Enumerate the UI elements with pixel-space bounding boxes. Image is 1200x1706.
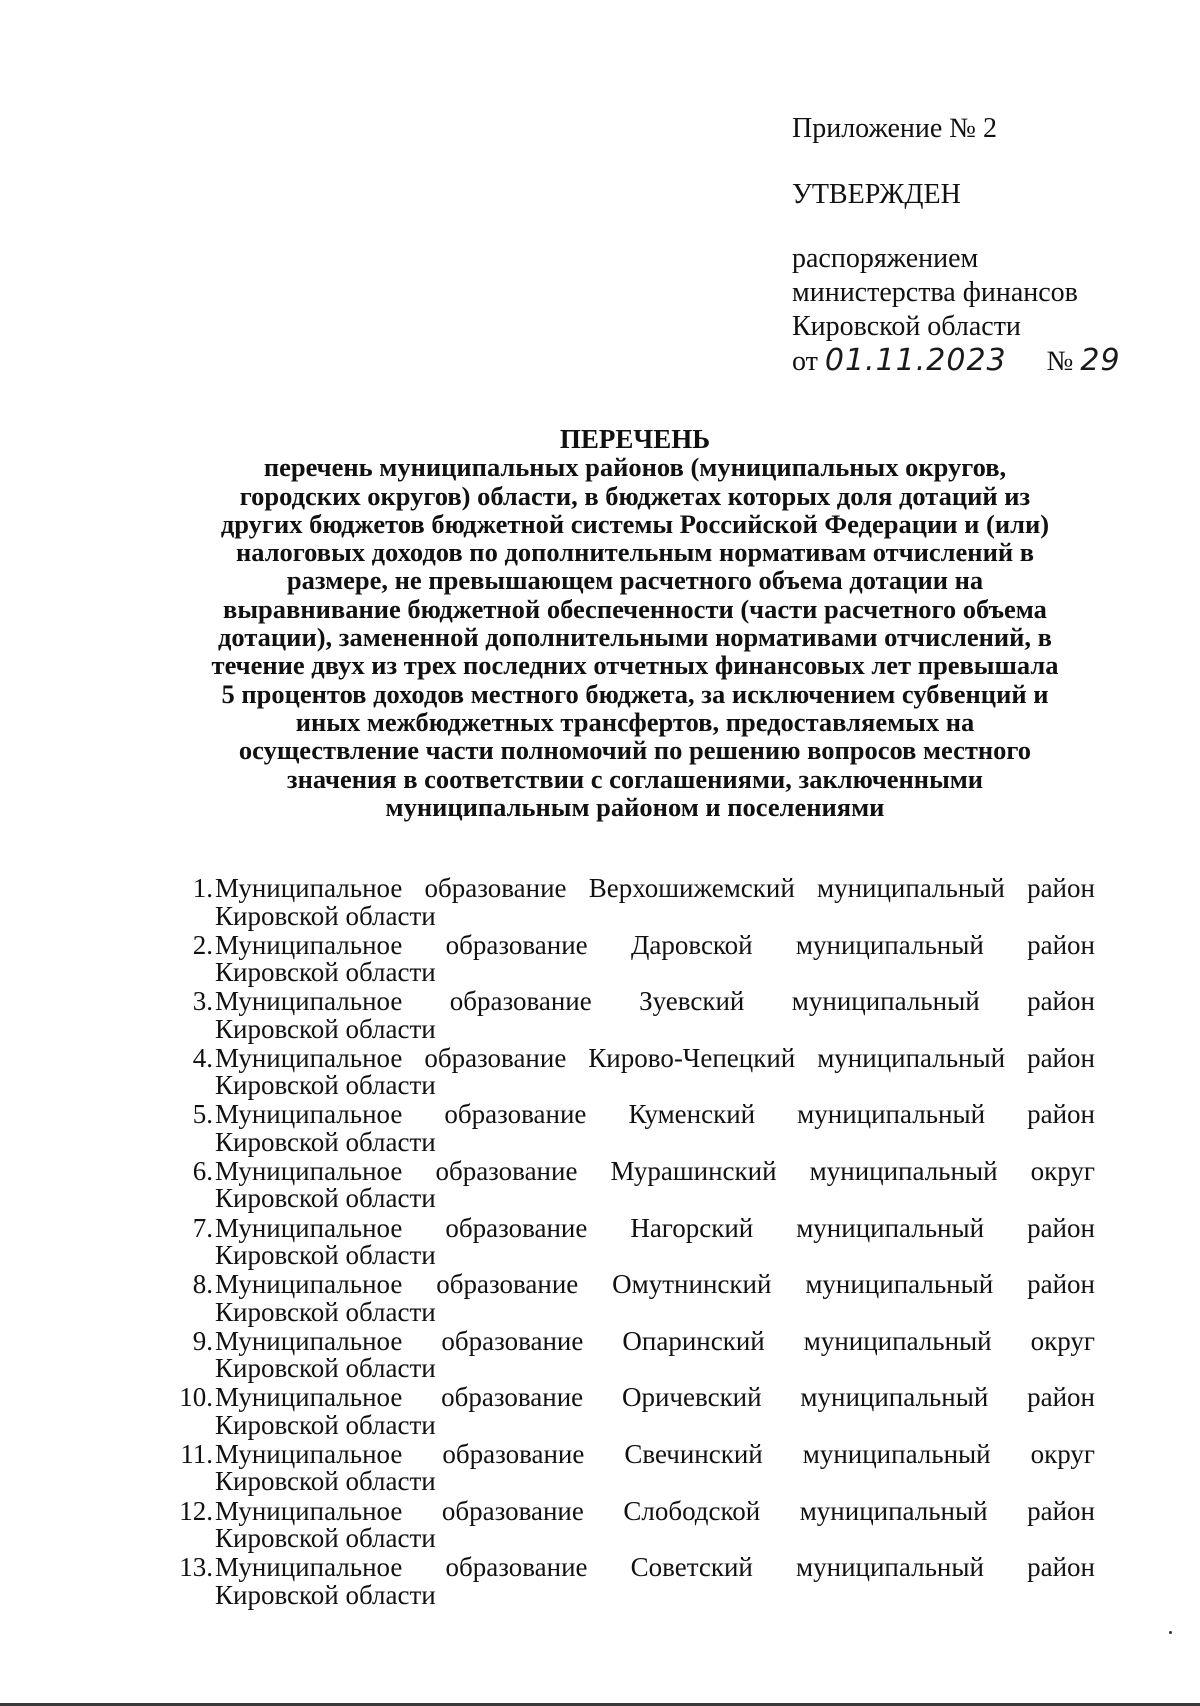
list-item-region: Кировской области — [215, 1070, 436, 1101]
list-item-name: Советский — [630, 1552, 753, 1583]
subtitle-line-2: городских округов) области, в бюджетах которых доля дотаций из — [239, 480, 1031, 511]
list-item-type: район — [1027, 1495, 1095, 1526]
list-item-word4: муниципальный — [800, 1382, 989, 1413]
municipality-list — [160, 875, 1095, 1611]
approval-line-1: распоряжением — [792, 243, 979, 274]
subtitle-line-1: перечень муниципальных районов (муниципальных округов, — [263, 452, 1007, 483]
approval-date-line — [792, 344, 1172, 379]
list-item-first-line — [215, 1554, 1095, 1582]
list-item-word4: муниципальный — [796, 1212, 985, 1243]
list-item-number: 2. — [192, 929, 213, 960]
list-item-number: 13. — [179, 1552, 213, 1583]
subtitle-line-6: выравнивание бюджетной обеспеченности (части расчетного объема — [223, 593, 1047, 624]
list-item-first-line — [215, 929, 1095, 960]
list-item-type: район — [1027, 1552, 1095, 1583]
number-prefix: № — [1046, 346, 1074, 377]
list-item-prefix: Муниципальное — [215, 1495, 403, 1526]
subtitle-line-11: осуществление части полномочий по решению вопросов местного — [238, 735, 1032, 766]
list-item-word4: муниципальный — [797, 1099, 986, 1130]
list-item — [160, 1101, 1095, 1158]
list-item-prefix: Муниципальное — [215, 929, 403, 960]
list-item — [160, 1271, 1095, 1328]
list-item-type: район — [1027, 986, 1095, 1017]
list-item-prefix: Муниципальное — [215, 1099, 403, 1130]
list-item-number: 1. — [192, 873, 213, 903]
list-item-type: округ — [1030, 1438, 1095, 1469]
approval-line-3: Кировской области — [792, 311, 1021, 342]
list-item — [160, 1438, 1095, 1498]
subtitle-line-5: размере, не превышающем расчетного объема дотации на — [286, 565, 984, 596]
list-item-region: Кировской области — [215, 1523, 436, 1554]
list-item-number: 4. — [192, 1042, 213, 1073]
list-item-first-line — [215, 875, 1095, 903]
list-item-type: округ — [1030, 1325, 1095, 1356]
list-item-word4: муниципальный — [802, 1438, 991, 1469]
list-item-word2: образование — [449, 986, 592, 1017]
list-item-word2: образование — [445, 929, 588, 960]
list-item-region: Кировской области — [215, 900, 436, 931]
list-item-type: район — [1027, 873, 1095, 903]
list-item-word2: образование — [444, 1099, 587, 1130]
list-item-first-line — [215, 1495, 1095, 1526]
list-item-number: 8. — [192, 1269, 213, 1300]
list-item-word2: образование — [435, 1155, 578, 1186]
date-prefix: от — [792, 346, 818, 377]
list-item — [160, 1384, 1095, 1441]
list-item — [160, 1155, 1095, 1215]
subtitle-line-13: муниципальным районом и поселениями — [385, 791, 885, 822]
list-item-number: 9. — [192, 1325, 213, 1356]
list-item-number: 5. — [192, 1099, 213, 1130]
list-item-word4: муниципальный — [803, 1325, 992, 1356]
list-item-first-line — [215, 1042, 1095, 1073]
list-item-name: Куменский — [628, 1099, 756, 1130]
list-item-type: район — [1027, 1382, 1095, 1413]
list-item-word2: образование — [424, 1042, 567, 1073]
list-item-region: Кировской области — [215, 1296, 436, 1327]
list-item — [160, 929, 1095, 989]
list-item-region: Кировской области — [215, 1183, 436, 1214]
list-item-name: Оричевский — [621, 1382, 762, 1413]
approved-label: УТВЕРЖДЕН — [792, 179, 961, 210]
list-item-name: Даровской — [630, 929, 753, 960]
list-item-region: Кировской области — [215, 957, 436, 988]
list-item-name: Опаринский — [622, 1325, 765, 1356]
list-item-first-line — [215, 1101, 1095, 1129]
list-item-name: Верхошижемский — [588, 873, 795, 903]
list-item-number: 11. — [180, 1438, 213, 1469]
subtitle-line-10: иных межбюджетных трансфертов, предоставляемых на — [295, 706, 975, 737]
list-item-name: Кирово-Чепецкий — [588, 1042, 796, 1073]
list-item-name: Зуевский — [639, 986, 745, 1017]
list-item-type: район — [1027, 1269, 1095, 1300]
scan-speck — [1169, 1631, 1172, 1634]
list-item-region: Кировской области — [215, 1126, 436, 1157]
list-item-word4: муниципальный — [817, 1042, 1006, 1073]
subtitle-line-7: дотации), замененной дополнительными нормативами отчислений, в — [218, 622, 1052, 653]
list-item-first-line — [215, 1325, 1095, 1356]
list-item — [160, 1212, 1095, 1272]
handwritten-date: 01.11.2023 — [824, 343, 1007, 378]
list-item — [160, 875, 1095, 932]
list-item-word2: образование — [441, 1382, 584, 1413]
list-item-word2: образование — [442, 1438, 585, 1469]
list-item-word4: муниципальный — [791, 986, 980, 1017]
list-item-first-line — [215, 1271, 1095, 1299]
list-item-name: Омутнинский — [612, 1269, 772, 1300]
subtitle-line-3: других бюджетов бюджетной системы Российской Федерации и (или) — [220, 508, 1050, 539]
list-item-word4: муниципальный — [795, 929, 984, 960]
list-item-word2: образование — [441, 1325, 584, 1356]
list-item-word4: муниципальный — [817, 873, 1005, 903]
list-item-name: Нагорский — [630, 1212, 754, 1243]
list-item — [160, 1042, 1095, 1102]
list-item-region: Кировской области — [215, 1466, 436, 1497]
list-item-number: 12. — [179, 1495, 213, 1526]
list-item-region: Кировской области — [215, 1409, 436, 1440]
document-title-block — [170, 425, 1100, 821]
subtitle-line-12: значения в соответствии с соглашениями, заключенными — [286, 763, 984, 794]
list-item-word2: образование — [424, 873, 567, 903]
approval-block — [792, 112, 1172, 379]
list-item-prefix: Муниципальное — [215, 1212, 403, 1243]
list-item-first-line — [215, 1384, 1095, 1412]
list-item-prefix: Муниципальное — [215, 1155, 403, 1186]
list-item-prefix: Муниципальное — [215, 1042, 403, 1073]
list-item-word4: муниципальный — [805, 1269, 994, 1300]
list-item-first-line — [215, 988, 1095, 1016]
list-item-type: район — [1027, 929, 1095, 960]
list-item — [160, 1554, 1095, 1611]
list-item-word2: образование — [441, 1495, 584, 1526]
list-item-type: район — [1027, 1212, 1095, 1243]
list-item-region: Кировской области — [215, 1353, 436, 1384]
list-item-first-line — [215, 1438, 1095, 1469]
subtitle-line-4: налоговых доходов по дополнительным нормативам отчислений в — [235, 537, 1035, 568]
list-item-name: Свечинский — [624, 1438, 763, 1469]
list-item-name: Мурашинский — [610, 1155, 777, 1186]
list-item-word2: образование — [445, 1212, 588, 1243]
list-item-prefix: Муниципальное — [215, 1552, 403, 1583]
list-item-word2: образование — [436, 1269, 579, 1300]
list-item-word4: муниципальный — [799, 1495, 988, 1526]
list-item-region: Кировской области — [215, 1579, 436, 1610]
list-item-region: Кировской области — [215, 1013, 436, 1044]
list-item-word4: муниципальный — [796, 1552, 984, 1583]
list-item — [160, 988, 1095, 1045]
document-heading: ПЕРЕЧЕНЬ — [559, 424, 711, 454]
list-item-type: район — [1027, 1099, 1095, 1130]
list-item-prefix: Муниципальное — [215, 1325, 403, 1356]
subtitle-line-8: течение двух из трех последних отчетных финансовых лет превышала — [211, 650, 1059, 681]
appendix-label: Приложение № 2 — [792, 113, 997, 144]
list-item-number: 10. — [179, 1382, 213, 1413]
list-item-number: 3. — [192, 986, 213, 1017]
list-item — [160, 1325, 1095, 1385]
list-item-first-line — [215, 1155, 1095, 1186]
list-item — [160, 1495, 1095, 1555]
list-item-name: Слободской — [623, 1495, 761, 1526]
list-item-type: район — [1027, 1042, 1095, 1073]
list-item-type: округ — [1030, 1155, 1095, 1186]
list-item-prefix: Муниципальное — [215, 986, 403, 1017]
list-item-prefix: Муниципальное — [215, 1438, 403, 1469]
approval-line-2: министерства финансов — [792, 277, 1078, 308]
list-item-first-line — [215, 1212, 1095, 1243]
list-item-prefix: Муниципальное — [215, 873, 403, 903]
list-item-prefix: Муниципальное — [215, 1382, 403, 1413]
list-item-word2: образование — [445, 1552, 588, 1583]
list-item-word4: муниципальный — [809, 1155, 998, 1186]
list-item-number: 6. — [192, 1155, 213, 1186]
list-item-region: Кировской области — [215, 1240, 436, 1271]
list-item-number: 7. — [192, 1212, 213, 1243]
subtitle-line-9: 5 процентов доходов местного бюджета, за исключением субвенций и — [221, 678, 1049, 709]
handwritten-number: 29 — [1080, 343, 1121, 378]
list-item-prefix: Муниципальное — [215, 1269, 403, 1300]
